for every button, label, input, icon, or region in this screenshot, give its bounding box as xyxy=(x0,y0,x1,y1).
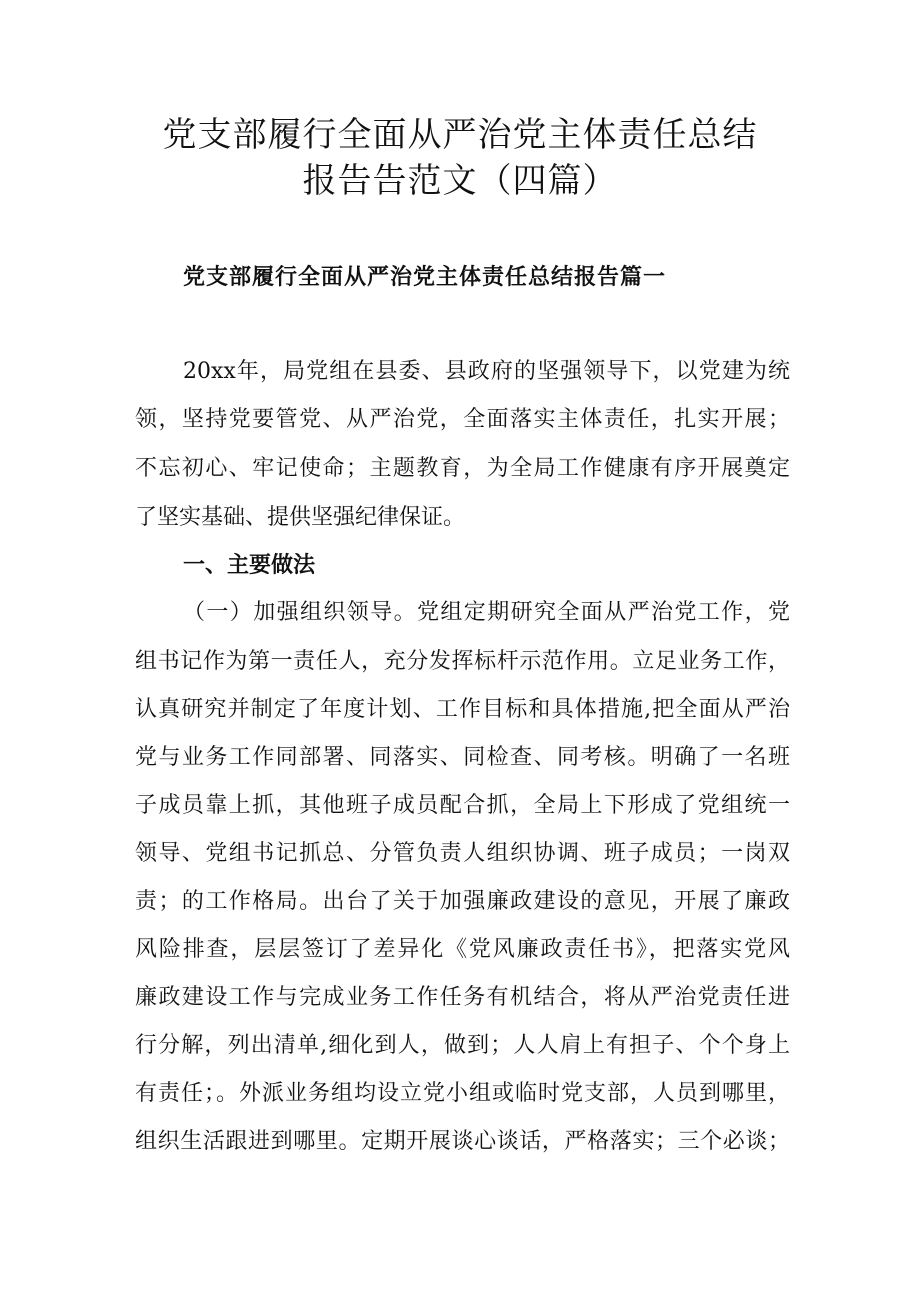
paragraph-2-line-10: 行分解，列出清单,细化到人，做到；人人肩上有担子、个个身上 xyxy=(135,1033,790,1058)
document-title-line-1: 党支部履行全面从严治党主体责任总结 xyxy=(162,115,758,155)
heading-main-practices: 一、主要做法 xyxy=(183,552,316,578)
paragraph-2-line-11: 有责任；。外派业务组均设立党小组或临时党支部，人员到哪里， xyxy=(135,1081,790,1106)
paragraph-1-line-4: 了坚实基础、提供坚强纪律保证。 xyxy=(135,505,466,530)
paragraph-2-line-8: 风险排查，层层签订了差异化《党风廉政责任书》，把落实党风 xyxy=(135,937,790,962)
paragraph-1-line-1: 20xx年，局党组在县委、县政府的坚强领导下，以党建为统 xyxy=(183,359,790,384)
paragraph-2-line-1: （一）加强组织领导。党组定期研究全面从严治党工作，党 xyxy=(183,600,790,625)
paragraph-1-line-2: 领，坚持党要管党、从严治党，全面落实主体责任，扎实开展； xyxy=(135,407,790,432)
paragraph-2-line-12: 组织生活跟进到哪里。定期开展谈心谈话，严格落实；三个必谈； xyxy=(135,1129,790,1154)
paragraph-2-line-3: 认真研究并制定了年度计划、工作目标和具体措施,把全面从严治 xyxy=(135,697,790,722)
paragraph-1-line-3: 不忘初心、牢记使命；主题教育，为全局工作健康有序开展奠定 xyxy=(135,456,790,481)
paragraph-2-line-2: 组书记作为第一责任人，充分发挥标杆示范作用。立足业务工作， xyxy=(135,649,790,674)
document-title-line-2: 报告告范文（四篇） xyxy=(302,161,618,201)
paragraph-2-line-9: 廉政建设工作与完成业务工作任务有机结合，将从严治党责任进 xyxy=(135,985,790,1010)
paragraph-2-line-7: 责；的工作格局。出台了关于加强廉政建设的意见，开展了廉政 xyxy=(135,889,790,914)
paragraph-2-line-4: 党与业务工作同部署、同落实、同检查、同考核。明确了一名班 xyxy=(135,745,790,770)
paragraph-2-line-6: 领导、党组书记抓总、分管负责人组织协调、班子成员；一岗双 xyxy=(135,841,790,866)
paragraph-2-line-5: 子成员靠上抓，其他班子成员配合抓，全局上下形成了党组统一 xyxy=(135,793,790,818)
section-title: 党支部履行全面从严治党主体责任总结报告篇一 xyxy=(183,264,667,290)
